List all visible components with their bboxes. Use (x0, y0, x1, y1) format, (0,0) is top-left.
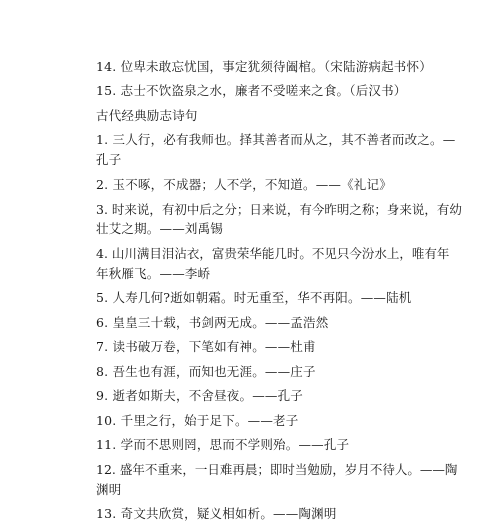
quote-line-4-cont: 年秋雁飞。——李峤 (96, 266, 211, 281)
quote-line-11: 11. 学而不思则罔，思而不学则殆。——孔子 (96, 437, 350, 452)
quote-line-12: 12. 盛年不重来，一日难再晨；即时当勉励，岁月不待人。——陶 (96, 462, 458, 477)
quote-line-10: 10. 千里之行，始于足下。——老子 (96, 413, 299, 428)
quote-line-8: 8. 吾生也有涯，而知也无涯。——庄子 (96, 364, 316, 379)
section-heading: 古代经典励志诗句 (96, 108, 198, 123)
quote-line-12-cont: 渊明 (96, 482, 122, 497)
quote-line-2: 2. 玉不啄，不成器；人不学，不知道。——《礼记》 (96, 177, 392, 192)
quote-line-1: 1. 三人行，必有我师也。择其善者而从之，其不善者而改之。— (96, 132, 456, 147)
quote-line-3: 3. 时来说，有初中后之分；日来说，有今昨明之称；身来说，有幼 (96, 202, 462, 217)
quote-line-5: 5. 人寿几何?逝如朝霜。时无重至，华不再阳。——陆机 (96, 290, 412, 305)
quote-line-3-cont: 壮艾之期。——刘禹锡 (96, 221, 224, 236)
quote-line-1-cont: 孔子 (96, 152, 122, 167)
quote-line-7: 7. 读书破万卷，下笔如有神。——杜甫 (96, 339, 316, 354)
quote-line-6: 6. 皇皇三十载，书剑两无成。——孟浩然 (96, 315, 329, 330)
quote-line-9: 9. 逝者如斯夫，不舍昼夜。——孔子 (96, 388, 304, 403)
quote-line-4: 4. 山川满目泪沾衣，富贵荣华能几时。不见只今汾水上，唯有年 (96, 246, 450, 261)
quote-line-14: 14. 位卑未敢忘忧国，事定犹须待阖棺。（宋陆游病起书怀） (96, 59, 432, 74)
quote-line-13: 13. 奇文共欣赏，疑义相如析。——陶渊明 (96, 506, 337, 521)
quote-line-15: 15. 志士不饮盗泉之水，廉者不受嗟来之食。（后汉书） (96, 83, 407, 98)
